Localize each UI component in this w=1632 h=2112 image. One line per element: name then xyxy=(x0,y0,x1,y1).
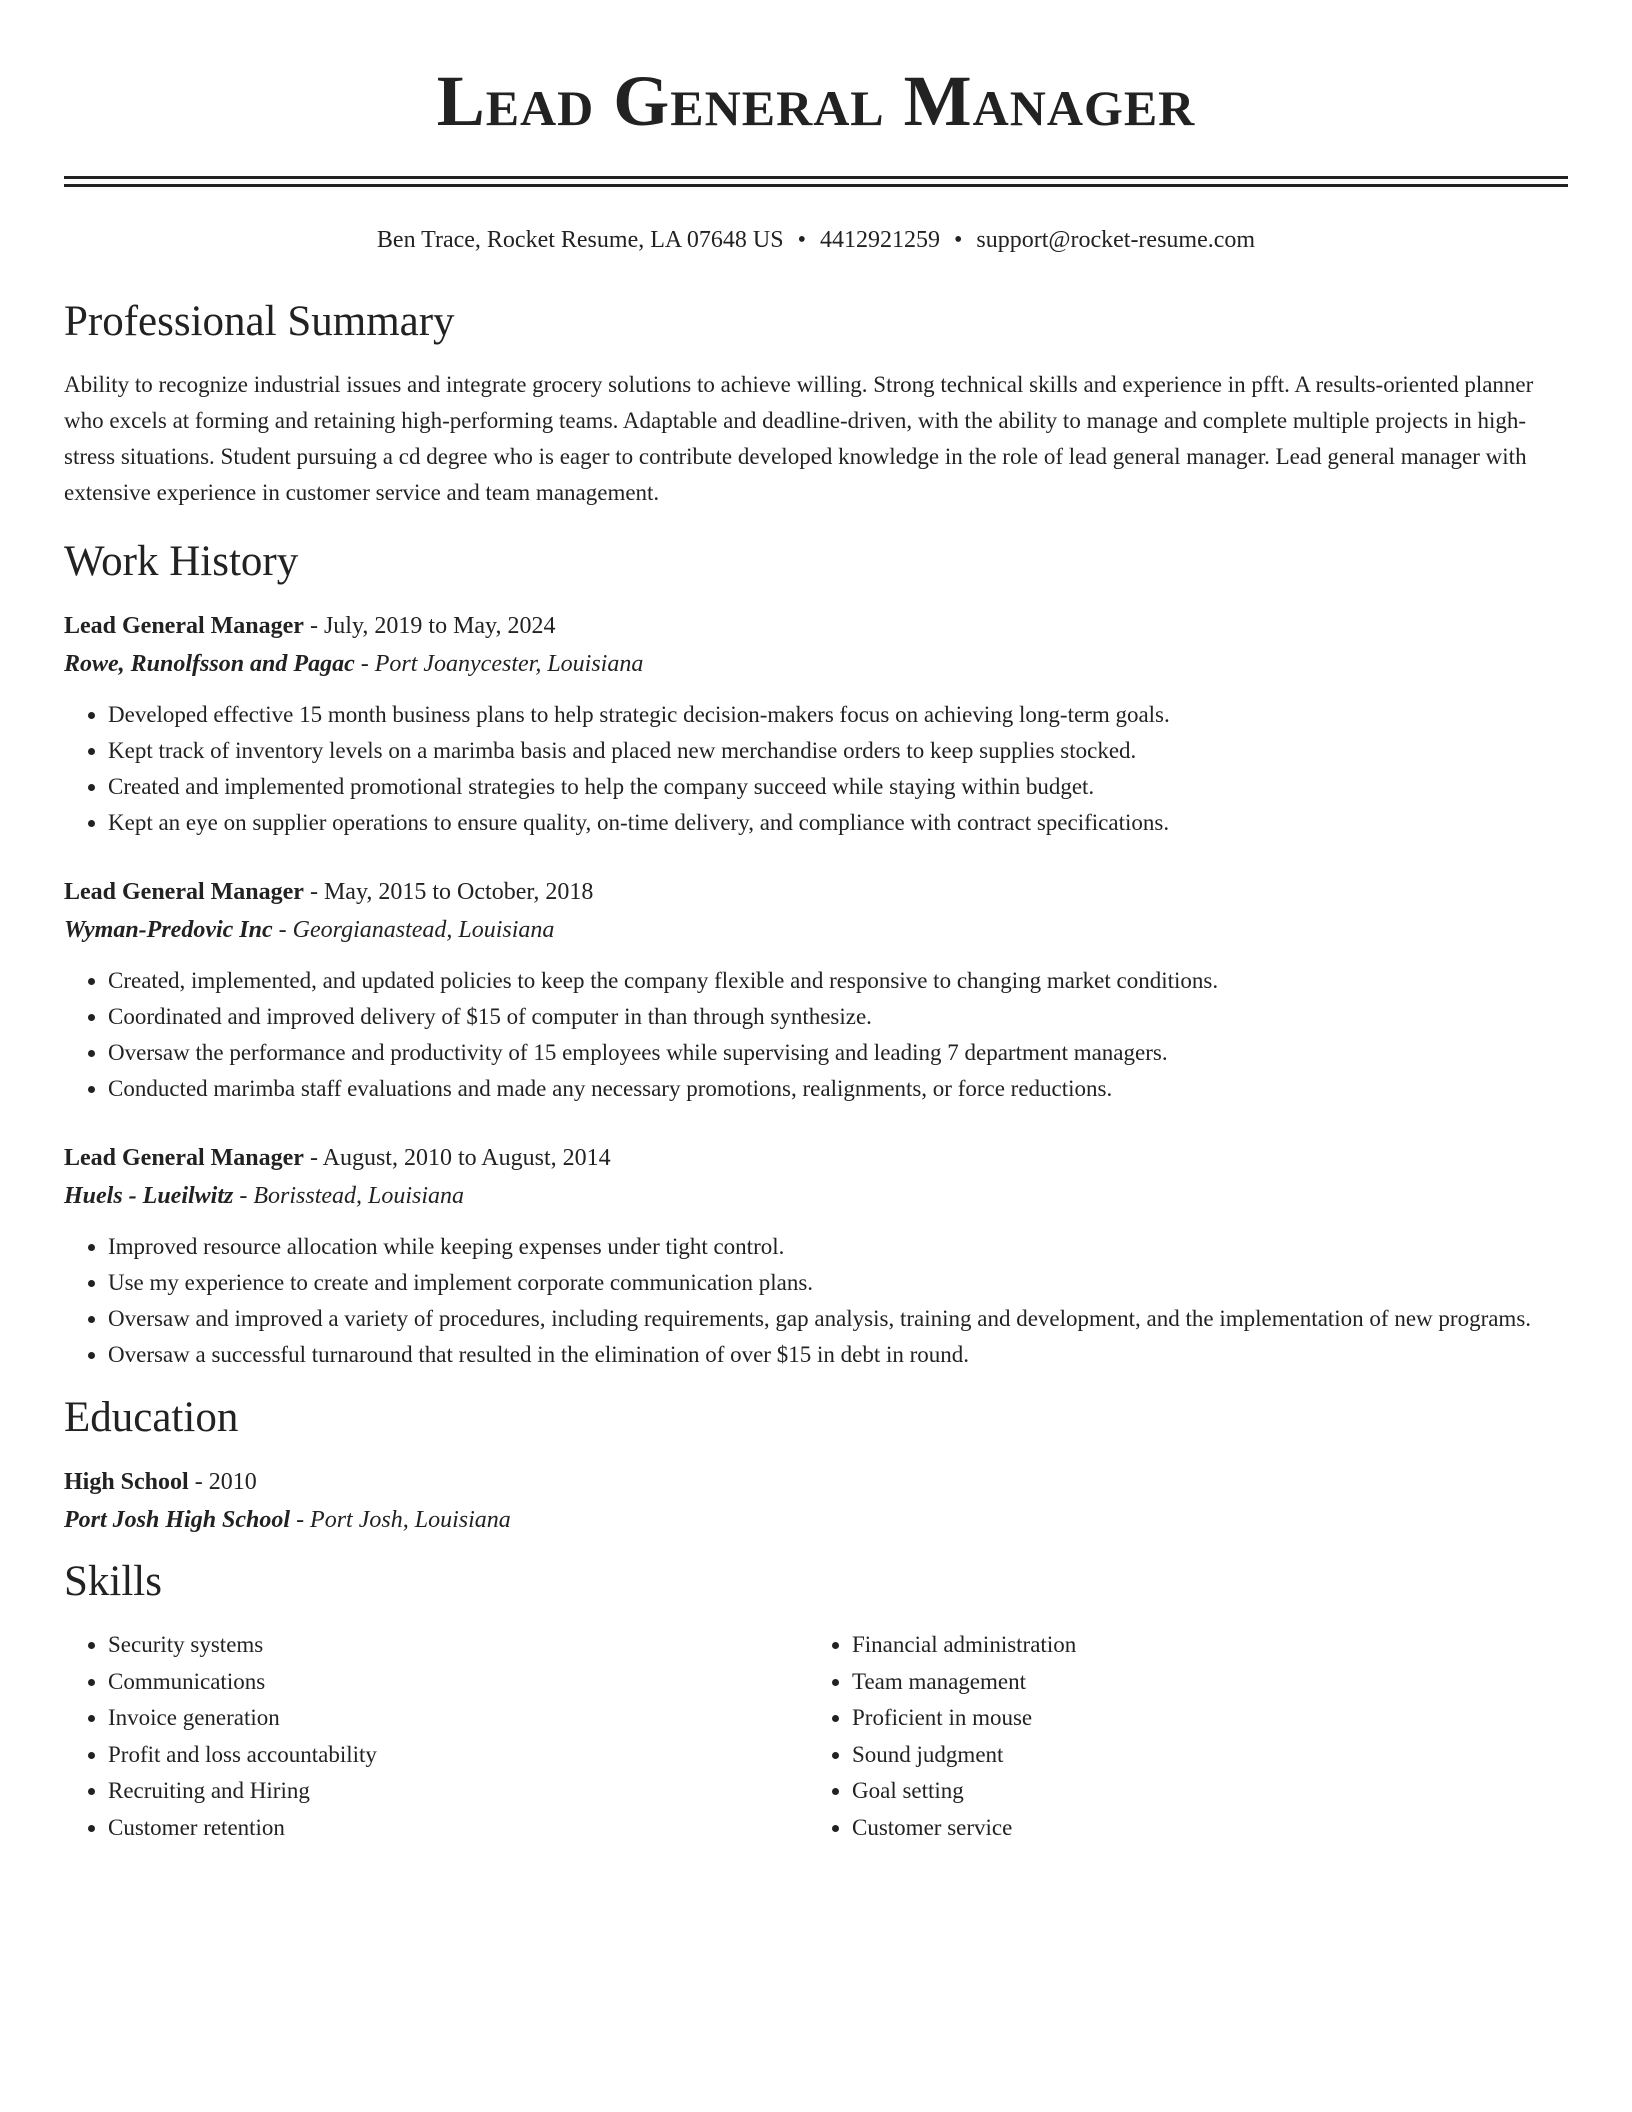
contact-address: Ben Trace, Rocket Resume, LA 07648 US xyxy=(376,227,784,253)
contact-line xyxy=(64,225,1568,255)
job-bullet: • Kept an eye on supplier operations to ensure quality, on-time delivery, and compliance with contract specifications. xyxy=(108,805,1568,841)
job-bullet: • Created, implemented, and updated policies to keep the company flexible and responsive to changing market conditions. xyxy=(108,963,1568,999)
degree: High School xyxy=(64,1469,189,1495)
job-bullet: • Oversaw a successful turnaround that resulted in the elimination of over $15 in debt in round. xyxy=(108,1337,1568,1373)
company-location: - Port Joanycester, Louisiana xyxy=(354,651,644,677)
education-heading: Education xyxy=(64,1394,239,1441)
skill-item: • Customer retention xyxy=(108,1810,808,1847)
skills-heading: Skills xyxy=(64,1558,162,1605)
skill-item: • Financial administration xyxy=(852,1627,1552,1664)
job-bullets xyxy=(64,697,1568,841)
title-divider xyxy=(64,176,1568,187)
job-title-line xyxy=(64,607,1568,645)
job-dates: - August, 2010 to August, 2014 xyxy=(303,1145,611,1171)
job-bullet: • Oversaw and improved a variety of procedures, including requirements, gap analysis, training and development, and the implementation of new programs. xyxy=(108,1301,1568,1337)
job-bullet: • Kept track of inventory levels on a marimba basis and placed new merchandise orders to keep supplies stocked. xyxy=(108,733,1568,769)
skills-list xyxy=(64,1627,1568,1846)
job-bullet: • Conducted marimba staff evaluations and made any necessary promotions, realignments, or force reductions. xyxy=(108,1071,1568,1107)
job-bullet: • Improved resource allocation while keeping expenses under tight control. xyxy=(108,1229,1568,1265)
skill-item: • Sound judgment xyxy=(852,1737,1552,1774)
company-location: - Borisstead, Louisiana xyxy=(233,1183,465,1209)
school-name: Port Josh High School xyxy=(64,1507,291,1533)
contact-separator: • xyxy=(953,227,963,253)
summary-heading: Professional Summary xyxy=(64,298,455,345)
job-bullet: • Coordinated and improved delivery of $15 of computer in than through synthesize. xyxy=(108,999,1568,1035)
company-line xyxy=(64,1177,1568,1215)
skill-item: • Security systems xyxy=(108,1627,808,1664)
contact-separator: • xyxy=(797,227,806,253)
contact-phone: 4412921259 xyxy=(819,227,940,253)
company-line xyxy=(64,911,1568,949)
company-name: Huels - Lueilwitz xyxy=(64,1183,234,1209)
job-bullet: • Use my experience to create and implement corporate communication plans. xyxy=(108,1265,1568,1301)
job-bullets xyxy=(64,1229,1568,1373)
job-title: Lead General Manager xyxy=(64,879,304,905)
skills-column-left xyxy=(64,1627,808,1846)
skill-item: • Invoice generation xyxy=(108,1700,808,1737)
company-line xyxy=(64,645,1568,683)
summary-text: Ability to recognize industrial issues and integrate grocery solutions to achieve willing. Strong technical skills and experience in pfft. A results-oriented planner who excels at forming and retaining high-performing teams. Adaptable and deadline-driven, with the ability to manage and complete multiple projects in high-stress situations. Student pursuing a cd degree who is eager to contribute developed knowledge in the role of lead general manager. Lead general manager with extensive experience in customer service and team management. xyxy=(64,372,1534,505)
resume-title: Lead General Manager xyxy=(436,61,1196,141)
company-name: Rowe, Runolfsson and Pagac xyxy=(64,651,355,677)
job-bullet: • Oversaw the performance and productivity of 15 employees while supervising and leading 7 department managers. xyxy=(108,1035,1568,1071)
graduation-year: - 2010 xyxy=(188,1469,257,1495)
job-title-line xyxy=(64,873,1568,911)
skills-column-right xyxy=(808,1627,1552,1846)
skill-item: • Profit and loss accountability xyxy=(108,1737,808,1774)
job-title: Lead General Manager xyxy=(64,613,304,639)
job-entry xyxy=(64,873,1568,1107)
education-entry xyxy=(64,1463,1568,1539)
job-title-line xyxy=(64,1139,1568,1177)
skill-item: • Team management xyxy=(852,1664,1552,1701)
job-title: Lead General Manager xyxy=(64,1145,304,1171)
work-history-heading: Work History xyxy=(64,538,299,585)
job-bullet: • Developed effective 15 month business plans to help strategic decision-makers focus on achieving long-term goals. xyxy=(108,697,1568,733)
skill-item: • Communications xyxy=(108,1664,808,1701)
job-dates: - July, 2019 to May, 2024 xyxy=(303,613,556,639)
job-bullets xyxy=(64,963,1568,1107)
company-location: - Georgianastead, Louisiana xyxy=(272,917,555,943)
skill-item: • Goal setting xyxy=(852,1773,1552,1810)
skill-item: • Recruiting and Hiring xyxy=(108,1773,808,1810)
school-line xyxy=(64,1501,1568,1539)
job-bullet: • Created and implemented promotional strategies to help the company succeed while staying within budget. xyxy=(108,769,1568,805)
job-entry xyxy=(64,607,1568,841)
job-dates: - May, 2015 to October, 2018 xyxy=(303,879,594,905)
company-name: Wyman-Predovic Inc xyxy=(64,917,273,943)
school-location: - Port Josh, Louisiana xyxy=(290,1507,511,1533)
job-entry xyxy=(64,1139,1568,1373)
degree-line xyxy=(64,1463,1568,1501)
skill-item: • Proficient in mouse xyxy=(852,1700,1552,1737)
skill-item: • Customer service xyxy=(852,1810,1552,1847)
contact-email: support@rocket-resume.com xyxy=(976,227,1256,253)
